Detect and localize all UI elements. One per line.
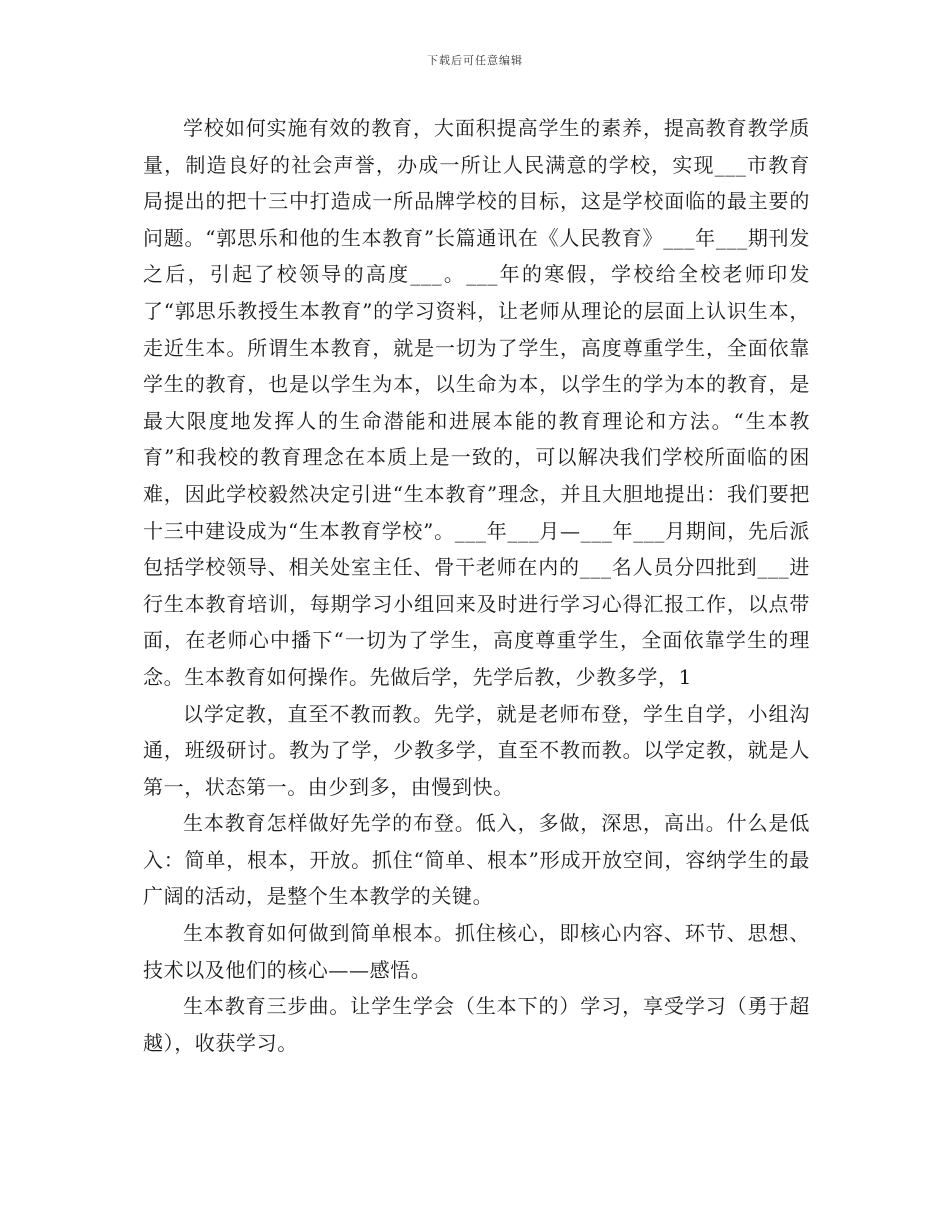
page-header: 下载后可任意编辑 (427, 54, 523, 67)
paragraph-4: 生本教育如何做到简单根本。抓住核心，即核心内容、环节、思想、技术以及他们的核心——感悟。 (143, 921, 810, 982)
document-body (143, 110, 810, 1061)
paragraph-3: 生本教育怎样做好先学的布登。低入，多做，深思，高出。什么是低入：简单，根本，开放。抓住“简单、根本”形成开放空间，容纳学生的最广阔的活动，是整个生本教学的关键。 (143, 811, 810, 909)
paragraph-1: 学校如何实施有效的教育，大面积提高学生的素养，提高教育教学质量，制造良好的社会声誉，办成一所让人民满意的学校，实现___市教育局提出的把十三中打造成一所品牌学校的目标，这是学校面临的最主要的问题。“郭思乐和他的生本教育”长篇通讯在《人民教育》___年___期刊发之后，引起了校领导的高度___。___年的寒假，学校给全校老师印发了“郭思乐教授生本教育”的学习资料，让老师从理论的层面上认识生本，走近生本。所谓生本教育，就是一切为了学生，高度尊重学生，全面依靠学生的教育，也是以学生为本，以生命为本，以学生的学为本的教育，是最大限度地发挥人的生命潜能和进展本能的教育理论和方法。“生本教育”和我校的教育理念在本质上是一致的，可以解决我们学校所面临的困难，因此学校毅然决定引进“生本教育”理念，并且大胆地提出：我们要把十三中建设成为“生本教育学校”。___年___月—___年___月期间，先后派包括学校领导、相关处室主任、骨干老师在内的___名人员分四批到___进行生本教育培训，每期学习小组回来及时进行学习心得汇报工作，以点带面，在老师心中播下“一切为了学生，高度尊重学生，全面依靠学生的理念。生本教育如何操作。先做后学，先学后教，少教多学，1 (143, 116, 810, 689)
paragraph-2: 以学定教，直至不教而教。先学，就是老师布登，学生自学，小组沟通，班级研讨。教为了学，少教多学，直至不教而教。以学定教，就是人第一，状态第一。由少到多，由慢到快。 (143, 701, 810, 799)
paragraph-5: 生本教育三步曲。让学生学会（生本下的）学习，享受学习（勇于超越），收获学习。 (143, 994, 810, 1055)
